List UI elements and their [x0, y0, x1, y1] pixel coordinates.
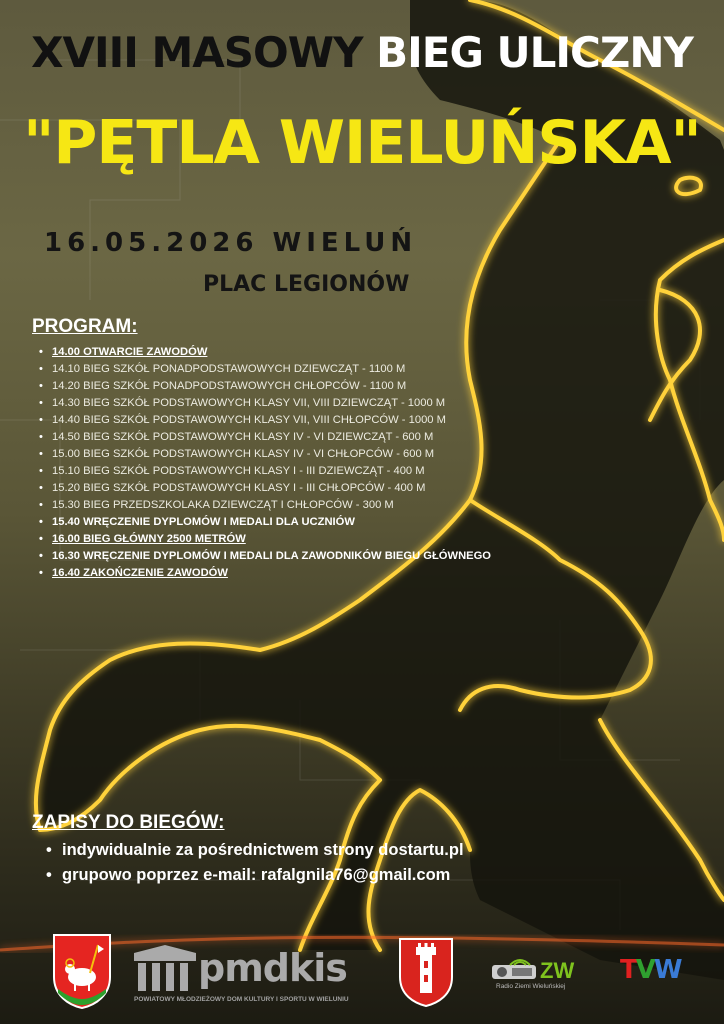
program-list: [36, 344, 491, 582]
tvw-letter-t: T: [620, 955, 636, 985]
list-item: • 15.40 WRĘCZENIE DYPLOMÓW I MEDALI DLA UCZNIÓW: [36, 514, 491, 531]
title-part1: XVIII MASOWY: [31, 28, 363, 77]
title-part2: BIEG ULICZNY: [376, 28, 693, 77]
list-item: • 16.00 BIEG GŁÓWNY 2500 METRÓW: [36, 531, 491, 548]
registration-heading: ZAPISY DO BIEGÓW:: [32, 812, 225, 833]
list-item: • 14.20 BIEG SZKÓŁ PONADPODSTAWOWYCH CHŁOPCÓW - 1100 M: [36, 378, 491, 395]
event-place: PLAC LEGIONÓW: [203, 272, 410, 297]
tvw-letter-w: W: [653, 955, 681, 985]
registration-list: [44, 838, 464, 888]
event-subtitle: "PĘTLA WIELUŃSKA": [23, 108, 701, 178]
radio-zw-full-name: Radio Ziemi Wieluńskiej: [496, 983, 566, 990]
event-date: 16.05.2026 WIELUŃ: [44, 228, 418, 258]
tvw-logo: [620, 955, 681, 985]
pmdkis-name: pmdkis: [198, 946, 347, 990]
radio-zw-name: ZW: [540, 958, 575, 983]
list-item: • 14.30 BIEG SZKÓŁ PODSTAWOWYCH KLASY VII, VIII DZIEWCZĄT - 1000 M: [36, 395, 491, 412]
event-title: [0, 28, 724, 77]
pmdkis-full-name: POWIATOWY MŁODZIEŻOWY DOM KULTURY I SPORTU W WIELUNIU: [134, 996, 349, 1003]
list-item: • 14.40 BIEG SZKÓŁ PODSTAWOWYCH KLASY VII, VIII CHŁOPCÓW - 1000 M: [36, 412, 491, 429]
list-item: • 15.30 BIEG PRZEDSZKOLAKA DZIEWCZĄT I CHŁOPCÓW - 300 M: [36, 497, 491, 514]
list-item: • 15.20 BIEG SZKÓŁ PODSTAWOWYCH KLASY I - III CHŁOPCÓW - 400 M: [36, 480, 491, 497]
list-item: • 15.10 BIEG SZKÓŁ PODSTAWOWYCH KLASY I - III DZIEWCZĄT - 400 M: [36, 463, 491, 480]
list-item: • grupowo poprzez e-mail: rafalgnila76@gmail.com: [44, 863, 464, 888]
list-item: • 14.10 BIEG SZKÓŁ PONADPODSTAWOWYCH DZIEWCZĄT - 1100 M: [36, 361, 491, 378]
radio-zw-logo-icon: [490, 955, 540, 983]
pmdkis-logo-icon: [134, 945, 196, 993]
wielun-coat-of-arms-icon: [52, 933, 112, 1009]
program-heading: PROGRAM:: [32, 316, 138, 337]
county-coat-of-arms-icon: [398, 937, 454, 1007]
list-item: • 16.40 ZAKOŃCZENIE ZAWODÓW: [36, 565, 491, 582]
list-item: • 15.00 BIEG SZKÓŁ PODSTAWOWYCH KLASY IV - VI CHŁOPCÓW - 600 M: [36, 446, 491, 463]
list-item: • 14.50 BIEG SZKÓŁ PODSTAWOWYCH KLASY IV - VI DZIEWCZĄT - 600 M: [36, 429, 491, 446]
list-item: • 14.00 OTWARCIE ZAWODÓW: [36, 344, 491, 361]
tvw-letter-v: V: [635, 955, 654, 985]
list-item: • 16.30 WRĘCZENIE DYPLOMÓW I MEDALI DLA ZAWODNIKÓW BIEGU GŁÓWNEGO: [36, 548, 491, 565]
list-item: • indywidualnie za pośrednictwem strony dostartu.pl: [44, 838, 464, 863]
